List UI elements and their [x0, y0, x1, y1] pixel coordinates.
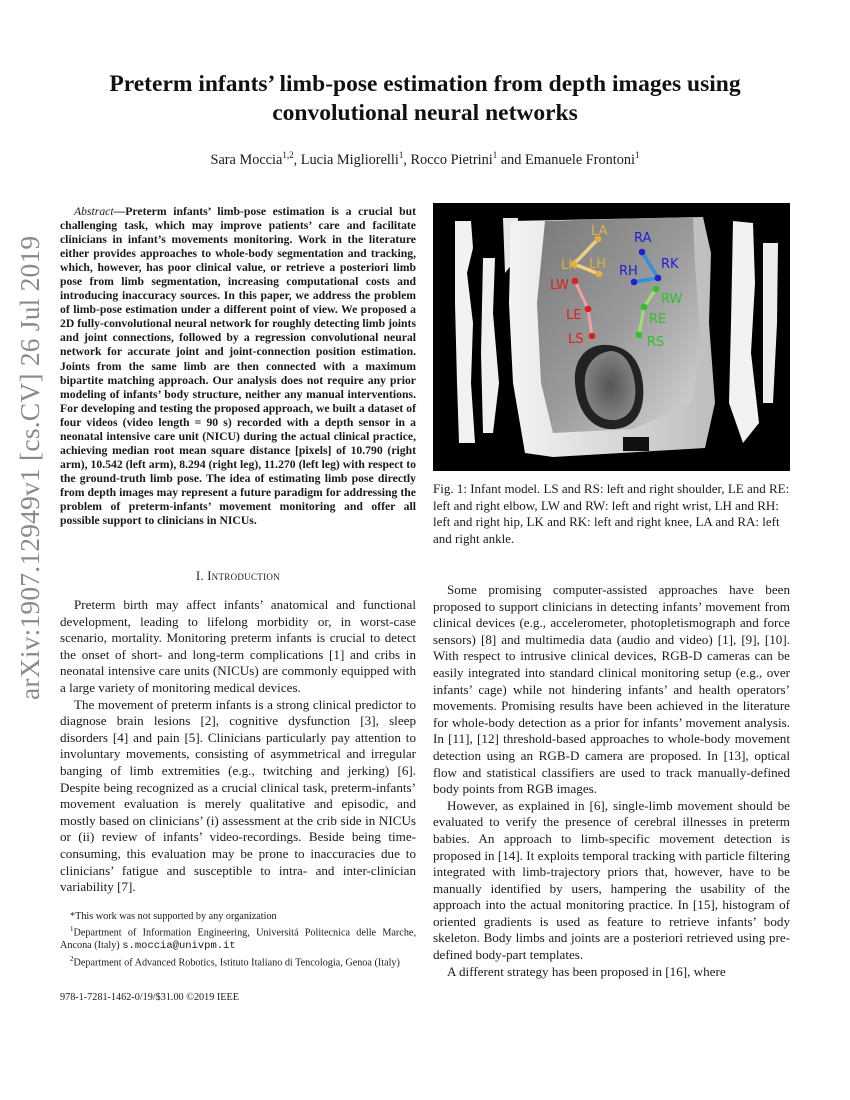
footnote-mark: 1: [70, 925, 74, 933]
abstract: [60, 205, 416, 528]
joint-right-elbow: [641, 304, 648, 311]
author-list: [60, 150, 790, 169]
label-left-hip: LH: [589, 257, 607, 272]
figure-caption: Fig. 1: Infant model. LS and RS: left and right shoulder, LE and RE: left and right elbow, LW and RW: left and right wrist, LH and RH: left and right hip, LK and RK: left and right knee, LA and RA: left and right ankle.: [433, 481, 790, 546]
section-heading-introduction: [60, 569, 416, 584]
paragraph: Some promising computer-assisted approaches have been proposed to support clinicians in detecting infants’ movement from clinical devices (e.g., accelerometer, photopletismograph and force sensors) [8] and multimedia data (audio and video) [1], [9], [10]. With respect to intrusive clinical devices, RGB-D cameras can be easily integrated into standard clinical monitoring setup (e.g., over infants’ cage) while not hindering infants’ and health operators’ movements. Promising results have been achieved in the literature for whole-body detection as a prior for infants’ movement analysis. In [11], [12] threshold-based approaches to whole-body movement detection using an RGB-D camera are proposed. In [13], optical flow and statistical classifiers are used to track manually-defined body points from RGB images.: [433, 582, 790, 797]
joint-right-knee: [655, 275, 662, 282]
author-affiliation: 1: [634, 150, 640, 160]
author-name: Rocco Pietrini: [410, 151, 493, 168]
author-name: Lucia Migliorelli: [300, 151, 399, 168]
label-left-shoulder: LS: [568, 332, 584, 347]
joint-left-elbow: [585, 306, 592, 313]
joint-right-ankle: [639, 249, 646, 256]
label-left-elbow: LE: [566, 308, 582, 323]
introduction-left-column: [60, 597, 416, 896]
paragraph: Preterm birth may affect infants’ anatomical and functional development, leading to lifelong morbidity or, in worst-case scenario, mortality. Monitoring preterm infants is crucial to detect the onset of short- and long-term complications [1] and cribs in neonatal intensive care units (NICUs) are commonly equipped with a large variety of monitoring medical devices.: [60, 597, 416, 695]
label-right-wrist: RW: [661, 292, 683, 307]
footnote-text: Department of Advanced Robotics, Istituto Italiano di Tencologia, Genoa (Italy): [73, 957, 400, 969]
abstract-text: Preterm infants’ limb-pose estimation is a crucial but challenging task, which may improve patients’ care and facilitate clinicians in infant’s movements monitoring. Work in the literature either provides approaches to whole-body segmentation and tracking, which, however, has poor clinical value, or retrieve a posteriori limb pose from limb segmentation, increasing computational costs and introducing inaccuracy sources. In this paper, we address the problem of limb-pose estimation under a different point of view. We proposed a 2D fully-convolutional neural network for roughly detecting limb joints and joint connections, followed by a regression convolutional neural network for accurate joint and joint-connection position estimation. Joints from the same limb are then connected with a maximum bipartite matching approach. Our analysis does not require any prior modeling of infants’ body structure, neither any manual interventions. For developing and testing the proposed approach, we built a dataset of four videos (video length = 90 s) recorded with a depth sensor in a neonatal intensive care unit (NICU) during the actual clinical practice, achieving median root mean square distance [pixels] of 10.790 (right arm), 10.542 (left arm), 8.294 (right leg), 11.270 (left leg) with respect to the ground-truth limb pose. The idea of estimating limb pose directly from depth images may represent a future paradigm for addressing the problem of preterm-infants’ movement monitoring and offer all possible support to clinicians in NICUs.: [60, 205, 416, 528]
abstract-label: Abstract: [74, 205, 114, 218]
label-right-elbow: RE: [649, 312, 667, 327]
label-left-ankle: LA: [591, 224, 608, 239]
author-name: Emanuele Frontoni: [525, 151, 635, 168]
depth-image-illustration: [433, 203, 790, 471]
footnote-affiliation-1: [60, 923, 416, 953]
figure-depth-image: [433, 203, 790, 471]
joint-right-shoulder: [636, 332, 643, 339]
author-affiliation: 1: [398, 150, 404, 160]
label-right-shoulder: RS: [647, 335, 665, 350]
author-affiliation: 1: [492, 150, 498, 160]
abstract-dash: —: [113, 205, 126, 218]
paragraph: However, as explained in [6], single-limb movement should be evaluated to verify the presence of cerebral illnesses in preterm babies. An approach to limb-specific movement detection is proposed in [14]. It exploits temporal tracking with particle filtering integrated with limb-trajectory priors that, however, have to be manually identified by users, hampering the usability of the approach into the actual monitoring practice. In [15], histogram of oriented gradients is used as feature to retrieve infants’ body skeleton. Body limbs and joints are a posteriori retrieved using pre-defined body-part templates.: [433, 797, 790, 963]
paper-title: Preterm infants’ limb-pose estimation from depth images using convolutional neural networks: [109, 71, 741, 126]
introduction-right-column: [433, 582, 790, 980]
separator: ,: [293, 151, 301, 168]
label-right-knee: RK: [661, 257, 679, 272]
copyright-isbn: 978-1-7281-1462-0/19/$31.00 ©2019 IEEE: [60, 992, 239, 1003]
paragraph: The movement of preterm infants is a strong clinical predictor to diagnose brain lesions [2], cognitive dysfunction [3], sleep disorders [4] and pain [5]. Clinicians particularly pay attention to involuntary movements, consisting of asymmetrical and irregular banging of limb extremities (e.g., twitching and jerking) [6]. Despite being recognized as a crucial clinical task, preterm-infants’ movement evaluation is merely qualitative and episodic, and mostly based on clinicians’ (i) assessment at the crib side in NICUs or (ii) review of infants’ video-recordings. Beside being time-consuming, this evaluation may be prone to inaccuracies due to clinicians’ fatigue and susceptible to intra- and inter-clinician variability [7].: [60, 696, 416, 895]
label-left-knee: LK: [561, 258, 577, 273]
section-number: I.: [196, 569, 208, 583]
footnote-text: Department of Information Engineering, Universitá Politecnica delle Marche, Ancona (Italy): [60, 927, 416, 952]
email-link[interactable]: s.moccia@univpm.it: [122, 940, 236, 953]
separator: and: [497, 151, 525, 168]
joint-left-wrist: [572, 278, 579, 285]
label-right-ankle: RA: [634, 231, 652, 246]
section-title: Introduction: [207, 569, 280, 583]
label-right-hip: RH: [619, 264, 638, 279]
author-name: Sara Moccia: [210, 151, 283, 168]
author-affiliation: 1,2: [282, 150, 294, 160]
footnote-funding: *This work was not supported by any organization: [70, 911, 277, 922]
footnotes: [60, 910, 416, 970]
joint-right-wrist: [653, 286, 660, 293]
label-left-wrist: LW: [550, 278, 569, 293]
separator: ,: [403, 151, 411, 168]
arxiv-identifier-stamp: arXiv:1907.12949v1 [cs.CV] 26 Jul 2019: [14, 235, 45, 700]
footnote-affiliation-2: [60, 953, 416, 969]
joint-right-hip: [631, 279, 638, 286]
footnote-mark: 2: [70, 955, 74, 964]
paragraph: A different strategy has been proposed in [16], where: [447, 963, 726, 979]
joint-left-shoulder: [589, 333, 596, 340]
